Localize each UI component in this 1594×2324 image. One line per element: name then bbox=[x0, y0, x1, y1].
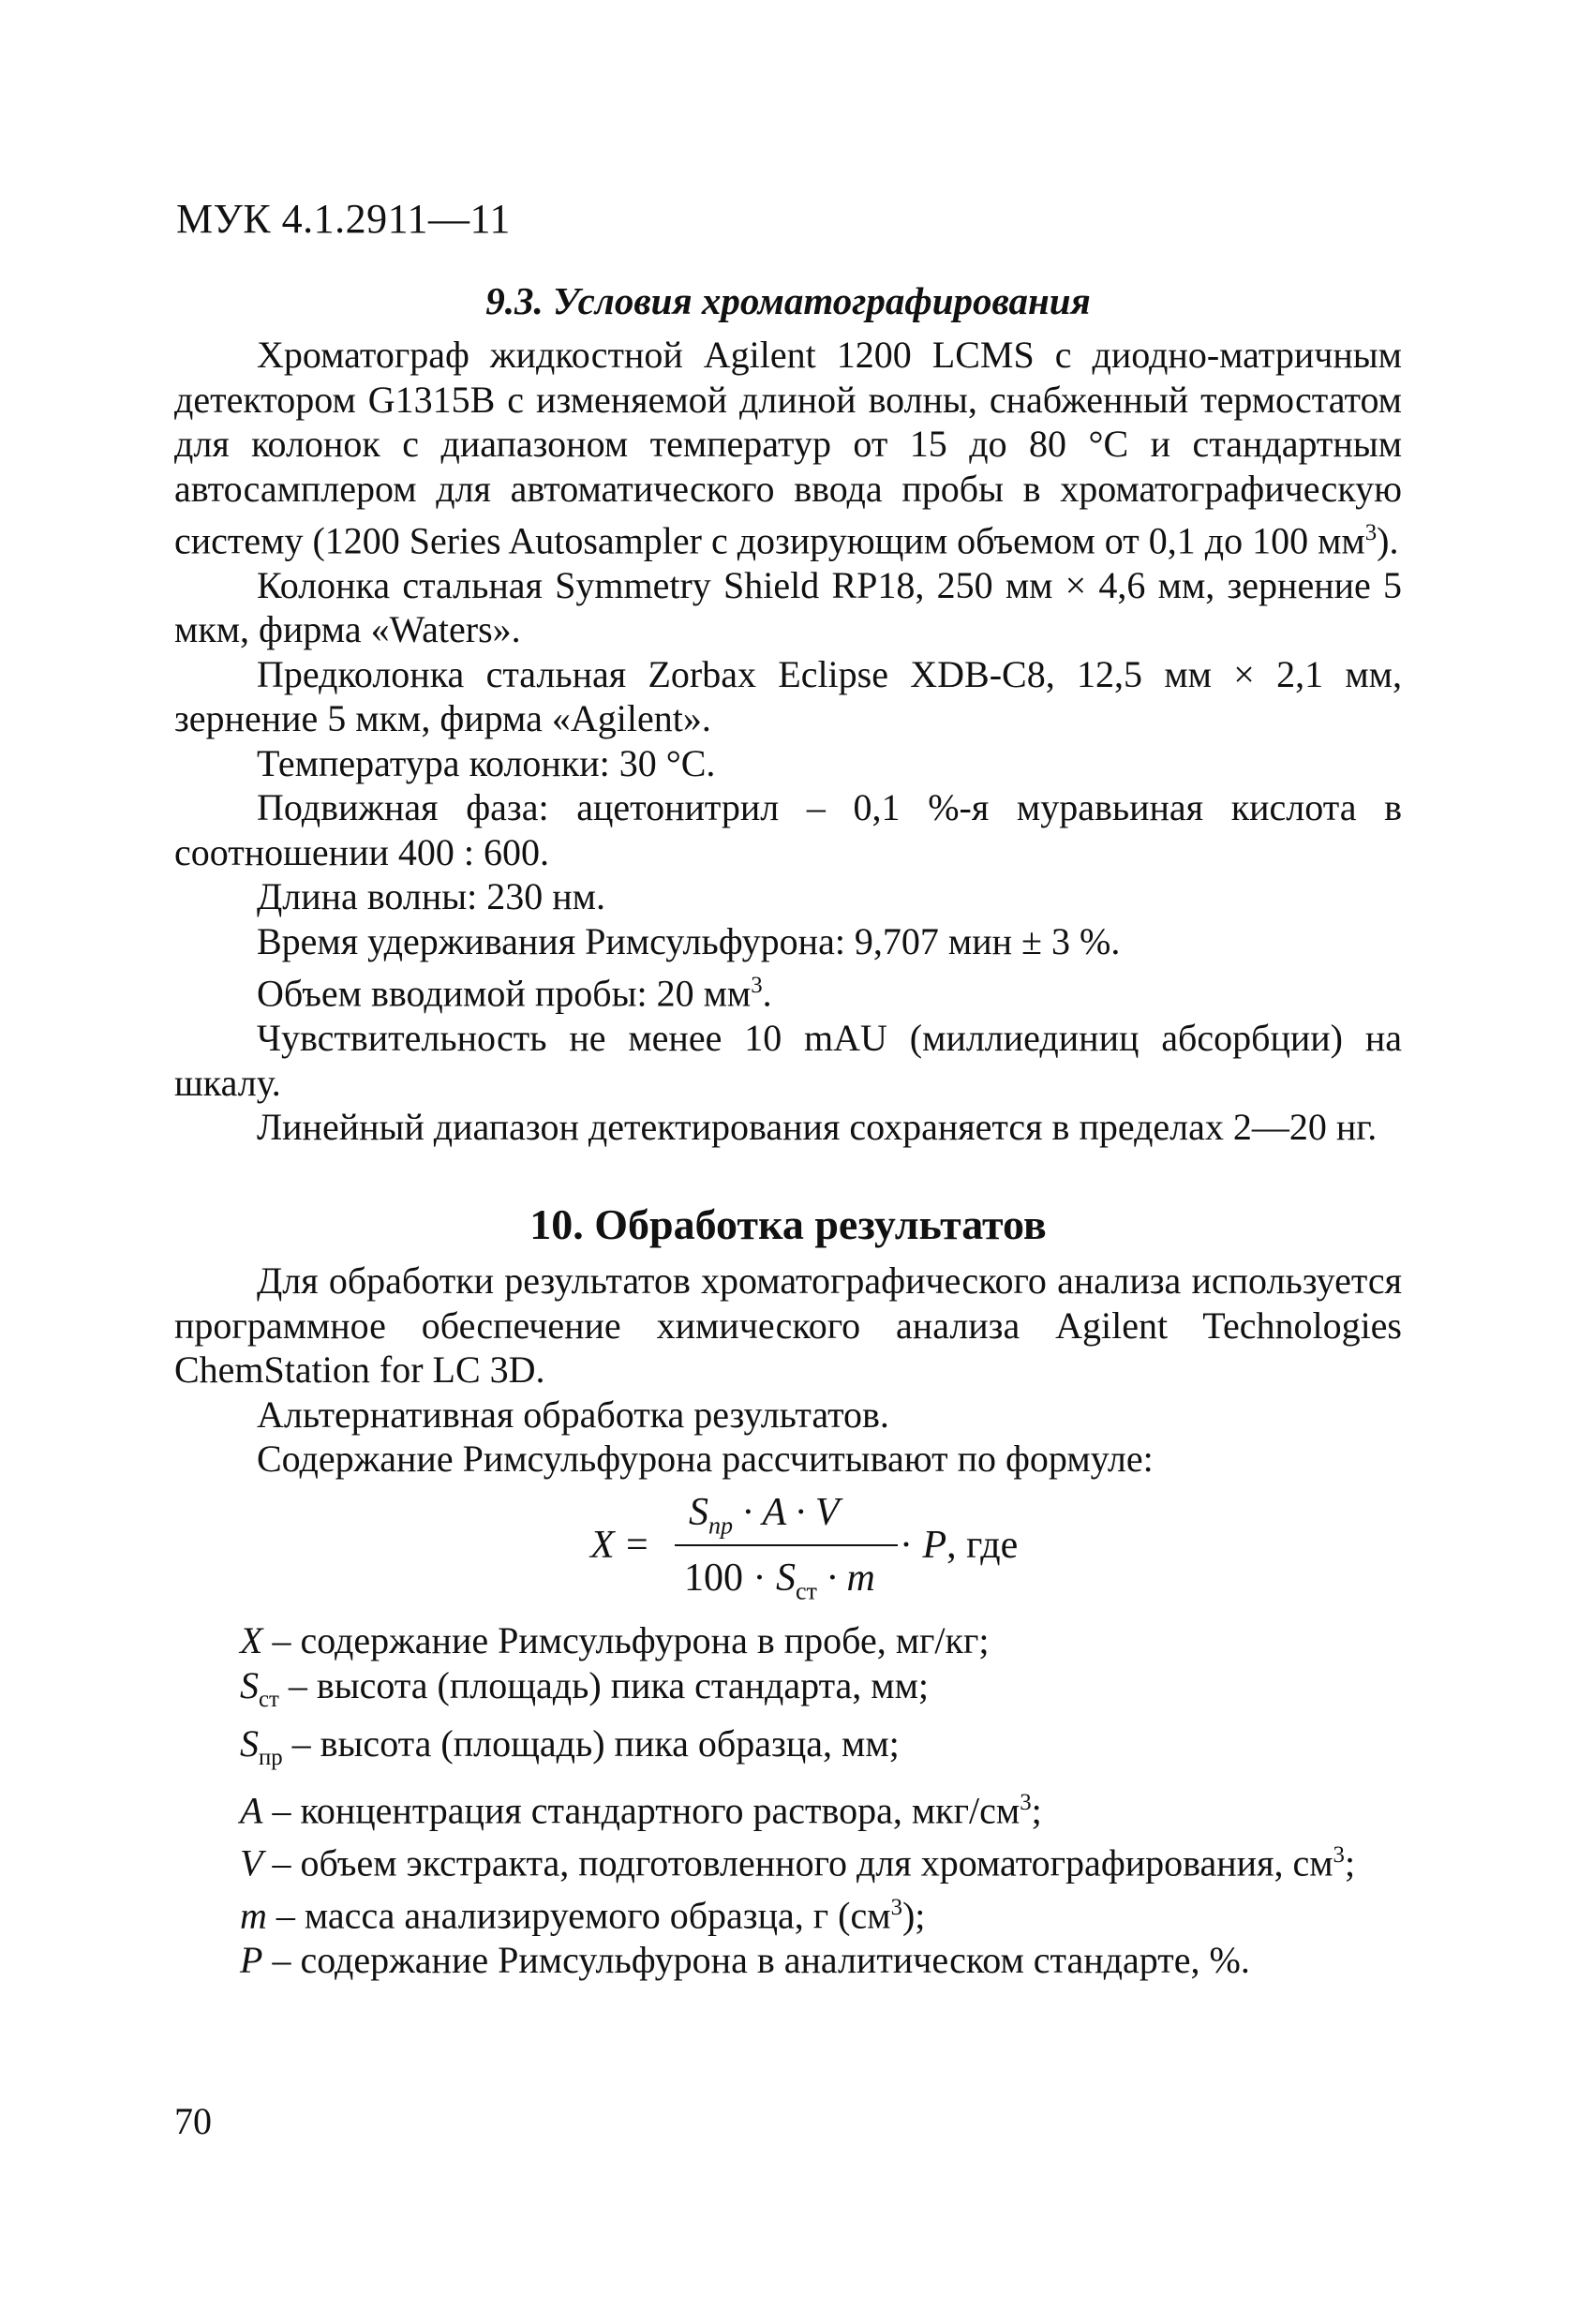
where-word: , где bbox=[946, 1524, 1019, 1567]
definition-row bbox=[240, 1780, 1355, 1833]
formula-tail bbox=[900, 1523, 1018, 1568]
paragraph-linear-range: Линейный диапазон детектирования сохраняется в пределах 2—20 нг. bbox=[257, 1106, 1378, 1149]
definition-row bbox=[240, 1721, 1355, 1780]
symbol-s: S bbox=[689, 1491, 708, 1534]
formula-denominator bbox=[684, 1556, 875, 1605]
definition-text: – высота (площадь) пика образца, мм; bbox=[282, 1722, 900, 1765]
numerator-rest: · A · V bbox=[742, 1491, 840, 1534]
formula-lhs: X bbox=[590, 1524, 615, 1567]
section-9-3-body bbox=[174, 333, 1402, 1150]
paragraph-column-temperature: Температура колонки: 30 °C. bbox=[257, 741, 716, 784]
symbol-p: P bbox=[922, 1524, 947, 1567]
document-code: МУК 4.1.2911—11 bbox=[176, 196, 511, 242]
definition-symbol: X bbox=[240, 1619, 263, 1661]
paragraph-wavelength: Длина волны: 230 нм. bbox=[257, 875, 605, 918]
paragraph-alternative: Альтернативная обработка результатов. bbox=[257, 1393, 889, 1436]
paragraph-retention-time: Время удерживания Римсульфурона: 9,707 мин ± 3 %. bbox=[257, 919, 1121, 962]
definition-text: – масса анализируемого образца, г (см bbox=[266, 1893, 891, 1936]
subscript: пр bbox=[708, 1512, 734, 1540]
definition-symbol: V bbox=[240, 1841, 263, 1885]
denominator-rest: · m bbox=[827, 1557, 875, 1600]
paragraph-end: . bbox=[762, 972, 772, 1015]
definition-symbol: A bbox=[240, 1789, 263, 1832]
paragraph-sensitivity: Чувствительность не менее 10 mAU (миллиединиц абсорбции) на шкалу. bbox=[174, 1017, 1402, 1104]
paragraph-chromatograph-text: Хроматограф жидкостной Agilent 1200 LCMS с диодно-матричным детектором G1315B с изменяемой длиной волны, снабженный термостатом для колонок с диапазоном температур от 15 до 80 °C и стандартным автосамплером для автоматического ввода пробы в хроматографическую систему (1200 Series Autosampler с дозирующим объемом от 0,1 до 100 мм bbox=[174, 334, 1402, 562]
definition-row bbox=[240, 1618, 1355, 1663]
paragraph-end: ). bbox=[1377, 519, 1399, 562]
formula-equals: = bbox=[626, 1524, 648, 1567]
paragraph-precolumn: Предколонка стальная Zorbax Eclipse XDB-C8, 12,5 мм × 2,1 мм, зернение 5 мкм, фирма «Agilent». bbox=[174, 652, 1402, 740]
injection-volume-text: Объем вводимой пробы: 20 мм bbox=[257, 972, 752, 1015]
definition-end: ); bbox=[901, 1893, 926, 1936]
paragraph-injection-volume bbox=[174, 963, 1402, 1016]
definition-symbol: P bbox=[240, 1938, 263, 1981]
definition-symbol: S bbox=[240, 1663, 259, 1706]
definition-row bbox=[240, 1833, 1355, 1885]
definition-subscript: ст bbox=[259, 1686, 279, 1712]
definition-text: – высота (площадь) пика стандарта, мм; bbox=[278, 1663, 930, 1706]
fraction-bar bbox=[675, 1544, 898, 1546]
multiply-sign: · bbox=[900, 1524, 913, 1567]
paragraph-column: Колонка стальная Symmetry Shield RP18, 250 мм × 4,6 мм, зернение 5 мкм, фирма «Waters». bbox=[174, 563, 1402, 651]
definition-row bbox=[240, 1663, 1355, 1722]
definition-end: ; bbox=[1031, 1789, 1042, 1832]
superscript: 3 bbox=[751, 973, 763, 999]
definition-row bbox=[240, 1885, 1355, 1938]
definition-superscript: 3 bbox=[1333, 1841, 1345, 1868]
section-9-3-heading: 9.3. Условия хроматографирования bbox=[485, 279, 1091, 322]
paragraph-formula-intro: Содержание Римсульфурона рассчитывают по формуле: bbox=[257, 1438, 1154, 1480]
paragraph-mobile-phase: Подвижная фаза: ацетонитрил – 0,1 %-я муравьиная кислота в соотношении 400 : 600. bbox=[174, 786, 1402, 873]
paragraph-software: Для обработки результатов хроматографического анализа используется программное обеспечение химического анализа Agilent Technologies ChemStation for LC 3D. bbox=[174, 1259, 1402, 1391]
definition-subscript: пр bbox=[259, 1745, 283, 1771]
definition-superscript: 3 bbox=[890, 1894, 902, 1920]
subscript: ст bbox=[796, 1577, 817, 1605]
definition-text: – содержание Римсульфурона в пробе, мг/кг; bbox=[262, 1619, 990, 1661]
section-10-body bbox=[174, 1259, 1402, 1482]
symbol-s: S bbox=[776, 1557, 796, 1600]
page-number: 70 bbox=[174, 2100, 212, 2142]
definition-text: – объем экстракта, подготовленного для хроматографирования, см bbox=[262, 1841, 1333, 1885]
superscript: 3 bbox=[1364, 520, 1378, 545]
definition-superscript: 3 bbox=[1020, 1789, 1032, 1815]
definition-text: – концентрация стандартного раствора, мкг/см bbox=[262, 1789, 1020, 1832]
formula-numerator bbox=[689, 1490, 840, 1540]
denominator-coefficient: 100 · bbox=[684, 1557, 767, 1600]
definition-end: ; bbox=[1344, 1841, 1356, 1885]
variable-definitions bbox=[240, 1618, 1355, 1982]
definition-text: – содержание Римсульфурона в аналитическом стандарте, %. bbox=[262, 1938, 1250, 1981]
definition-symbol: m bbox=[240, 1893, 267, 1936]
section-10-heading: 10. Обработка результатов bbox=[529, 1200, 1047, 1248]
definition-symbol: S bbox=[240, 1722, 259, 1765]
content-formula bbox=[590, 1490, 1115, 1616]
definition-row bbox=[240, 1938, 1355, 1983]
paragraph-chromatograph bbox=[174, 333, 1402, 563]
